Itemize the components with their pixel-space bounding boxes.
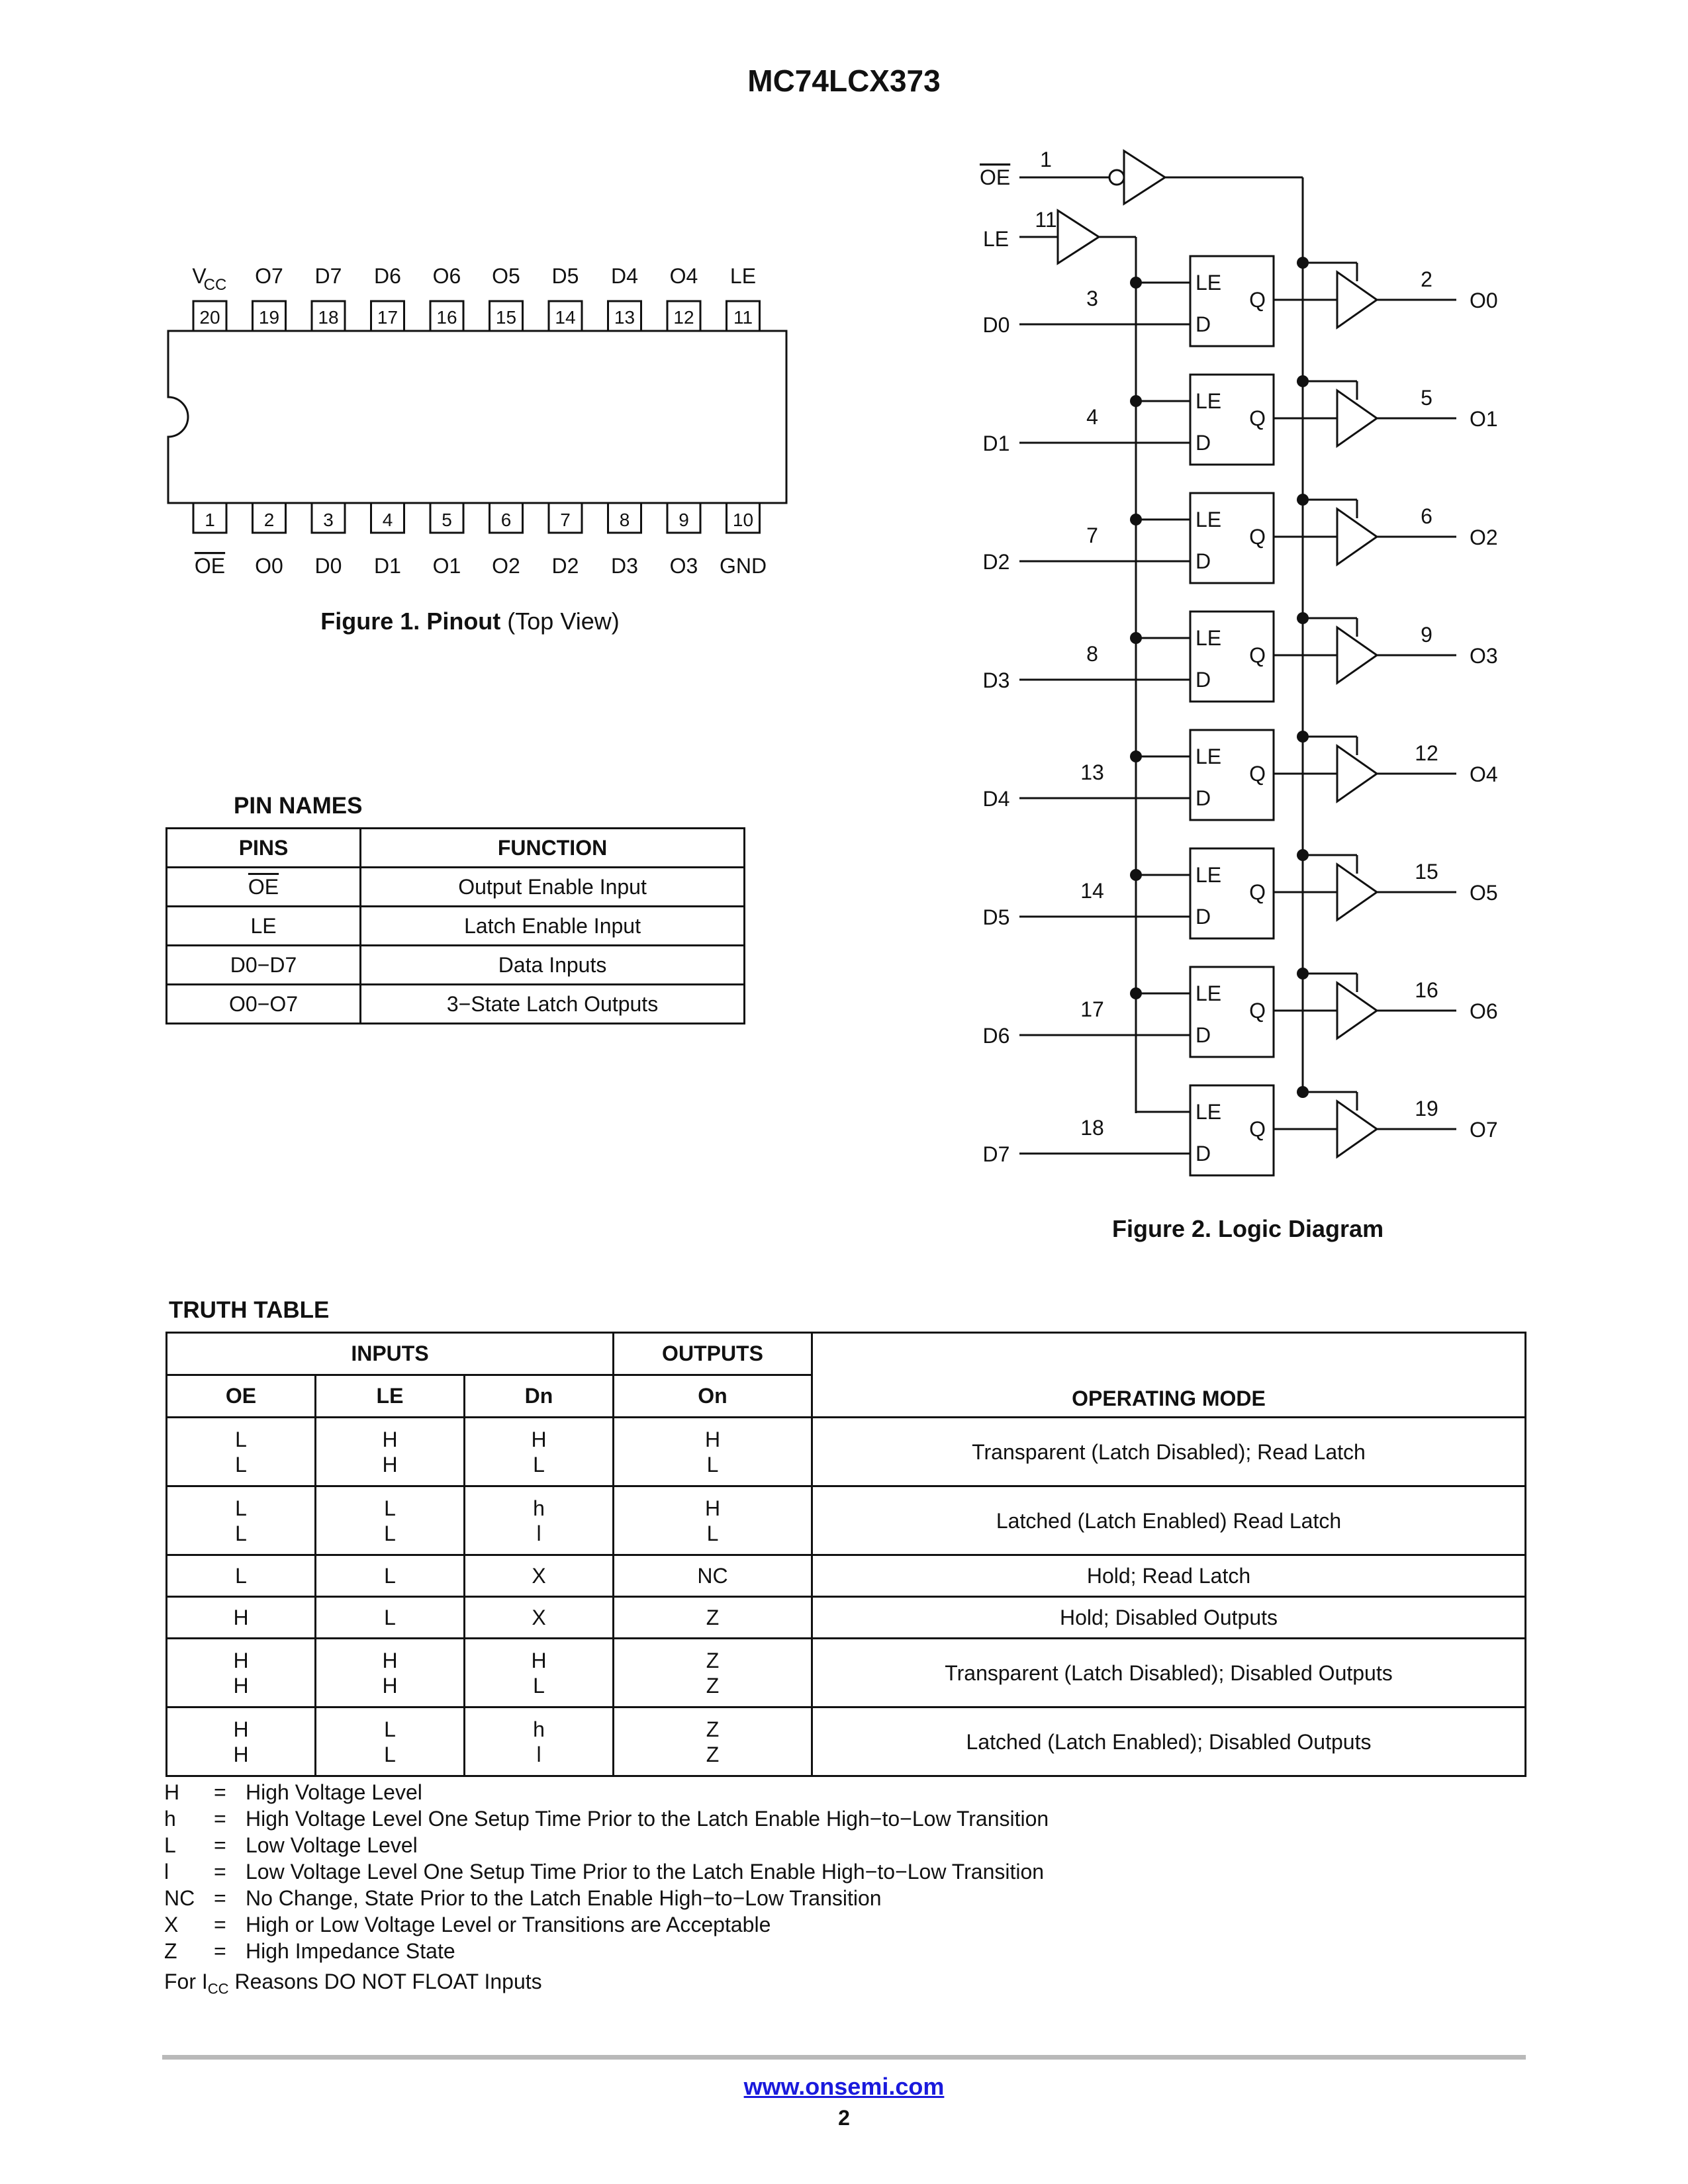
pin-label-bottom: O2 [492, 554, 520, 578]
truth-table-inputs-header: INPUTS [167, 1333, 614, 1375]
legend-text: Low Voltage Level [246, 1833, 418, 1857]
le-pin-number: 11 [1035, 208, 1057, 232]
pin-names-row [167, 868, 745, 907]
truth-cell-oe [167, 1639, 316, 1707]
pin-function-cell: 3−State Latch Outputs [361, 985, 745, 1024]
pin-names-header-row [167, 829, 745, 868]
truth-cell-value: Z [706, 1717, 720, 1741]
truth-cell-value: l [536, 1742, 541, 1766]
oe-junction-dot [1297, 1086, 1309, 1098]
truth-cell-value: L [235, 1496, 247, 1520]
latch-le-label: LE [1196, 745, 1222, 768]
truth-cell-value: H [704, 1496, 721, 1520]
data-output-pin-number: 16 [1415, 978, 1438, 1002]
truth-cell-on [614, 1418, 812, 1486]
data-input-pin-number: 7 [1086, 523, 1098, 547]
oe-junction-dot [1297, 257, 1309, 269]
pin-function-cell: Output Enable Input [361, 868, 745, 907]
pin-label-top: D5 [551, 264, 579, 288]
pin-label-top: D6 [374, 264, 401, 288]
truth-cell-on [614, 1597, 812, 1639]
logic-diagram-caption: Figure 2. Logic Diagram [1112, 1215, 1384, 1242]
truth-table-row [167, 1597, 1526, 1639]
data-input-pin-number: 17 [1080, 997, 1104, 1021]
pin-number-bottom: 6 [500, 510, 512, 530]
latch-le-label: LE [1196, 389, 1222, 413]
oe-pin-number: 1 [1040, 148, 1052, 171]
legend-equals: = [214, 1780, 226, 1804]
pin-number-top: 11 [733, 307, 753, 328]
legend-text: High Impedance State [246, 1939, 455, 1963]
pin-label-top: O6 [432, 264, 461, 288]
truth-cell-value: L [533, 1673, 545, 1698]
pin-label-bottom: O3 [669, 554, 698, 578]
truth-cell-value: Z [706, 1606, 720, 1629]
latch-d-label: D [1196, 1142, 1211, 1165]
latch-d-label: D [1196, 312, 1211, 336]
pin-label-top: O5 [492, 264, 520, 288]
pin-names-header-function: FUNCTION [361, 829, 745, 868]
pin-number-top: 12 [673, 307, 694, 328]
latch-le-label: LE [1196, 981, 1222, 1005]
data-output-label: O0 [1470, 289, 1498, 312]
pin-name-cell: D0−D7 [167, 946, 361, 985]
pin-number-bottom: 5 [442, 510, 452, 530]
pin-label-top: V [192, 264, 207, 288]
data-output-label: O6 [1470, 999, 1498, 1023]
truth-cell-value: H [233, 1717, 249, 1741]
latch-le-label: LE [1196, 508, 1222, 531]
pin-names-header-pins: PINS [167, 829, 361, 868]
truth-cell-value: L [384, 1521, 396, 1545]
pin-names-table [165, 827, 745, 1024]
legend-symbol: h [164, 1807, 176, 1831]
truth-cell-dn [465, 1639, 614, 1707]
pin-label-top: LE [729, 264, 757, 288]
icc-footnote-pre: For I [164, 1970, 208, 1993]
le-junction-dot [1130, 869, 1142, 881]
truth-table-col-oe: OE [167, 1375, 316, 1418]
pin-number-top: 15 [495, 307, 517, 328]
truth-cell-value: NC [697, 1564, 728, 1588]
le-junction-dot [1130, 751, 1142, 762]
truth-cell-value: H [531, 1648, 547, 1672]
truth-cell-le [316, 1639, 465, 1707]
legend-row [164, 1860, 1044, 1884]
truth-cell-value: Z [706, 1742, 720, 1766]
truth-cell-mode: Latched (Latch Enabled) Read Latch [812, 1486, 1526, 1555]
data-output-label: O4 [1470, 762, 1498, 786]
truth-cell-oe [167, 1707, 316, 1776]
latch-q-label: Q [1249, 643, 1266, 667]
oe-junction-dot [1297, 731, 1309, 743]
data-input-label: D2 [982, 550, 1010, 574]
pin-number-bottom: 4 [382, 510, 393, 530]
pin-number-top: 17 [377, 307, 399, 328]
truth-cell-le [316, 1555, 465, 1597]
data-output-pin-number: 12 [1415, 741, 1438, 765]
latch-q-label: Q [1249, 999, 1266, 1023]
truth-table-mode-header [812, 1333, 1526, 1418]
icc-footnote-sub: CC [207, 1980, 229, 1997]
legend-equals: = [214, 1939, 226, 1963]
truth-table [165, 1332, 1526, 1777]
truth-cell-value: L [706, 1452, 719, 1477]
pin-label-bottom: D3 [611, 554, 638, 578]
pin-names-row [167, 946, 745, 985]
truth-cell-value: L [384, 1606, 396, 1629]
truth-cell-on [614, 1486, 812, 1555]
pin-function-cell: Latch Enable Input [361, 907, 745, 946]
legend-row [164, 1780, 422, 1805]
truth-cell-value: H [704, 1427, 721, 1451]
oe-input-label: OE [980, 165, 1011, 189]
truth-cell-value: h [533, 1496, 545, 1520]
latch-q-label: Q [1249, 288, 1266, 312]
data-output-label: O2 [1470, 525, 1498, 549]
latch-q-label: Q [1249, 880, 1266, 904]
data-output-label: O1 [1470, 407, 1498, 431]
data-input-label: D3 [982, 668, 1010, 692]
pin-number-top: 20 [199, 307, 220, 328]
truth-cell-value: L [235, 1564, 247, 1588]
truth-table-heading: TRUTH TABLE [169, 1297, 330, 1323]
data-output-label: O7 [1470, 1118, 1498, 1142]
data-input-pin-number: 3 [1086, 287, 1098, 310]
pin-label-top-subscript: CC [203, 276, 227, 294]
footer-divider [162, 2055, 1526, 2060]
document-title: MC74LCX373 [747, 64, 941, 98]
le-junction-dot [1130, 395, 1142, 407]
legend-text: High or Low Voltage Level or Transitions are Acceptable [246, 1913, 771, 1936]
legend-symbol: l [164, 1860, 169, 1884]
legend-equals: = [214, 1913, 226, 1936]
le-buffer [1058, 210, 1099, 263]
data-input-label: D4 [982, 787, 1010, 811]
le-junction-dot [1130, 632, 1142, 644]
truth-table-row [167, 1707, 1526, 1776]
truth-cell-value: L [384, 1564, 396, 1588]
pin-number-top: 14 [555, 307, 576, 328]
truth-cell-value: H [531, 1427, 547, 1451]
latch-d-label: D [1196, 1023, 1211, 1047]
data-output-pin-number: 6 [1421, 504, 1432, 528]
truth-cell-dn [465, 1597, 614, 1639]
legend-symbol: Z [164, 1939, 177, 1963]
le-junction-dot [1130, 987, 1142, 999]
latch-q-label: Q [1249, 525, 1266, 549]
footer-website-link[interactable]: www.onsemi.com [743, 2073, 945, 2100]
truth-cell-value: X [532, 1564, 546, 1588]
truth-cell-oe [167, 1418, 316, 1486]
pin-label-bottom: O0 [255, 554, 283, 578]
legend-text: High Voltage Level [246, 1780, 422, 1804]
legend-equals: = [214, 1833, 226, 1857]
pin-number-bottom: 2 [263, 510, 275, 530]
data-input-label: D6 [982, 1024, 1010, 1048]
truth-cell-mode: Hold; Disabled Outputs [812, 1597, 1526, 1639]
pin-label-top: D7 [314, 264, 342, 288]
truth-cell-le [316, 1486, 465, 1555]
truth-cell-mode: Hold; Read Latch [812, 1555, 1526, 1597]
truth-cell-le [316, 1597, 465, 1639]
oe-junction-dot [1297, 968, 1309, 979]
le-junction-dot [1130, 514, 1142, 525]
truth-cell-value: H [382, 1648, 398, 1672]
truth-cell-value: Z [706, 1673, 720, 1698]
truth-table-row [167, 1486, 1526, 1555]
data-output-pin-number: 2 [1421, 267, 1432, 291]
pin-number-bottom: 9 [679, 510, 689, 530]
oe-junction-dot [1297, 612, 1309, 624]
truth-cell-value: L [235, 1521, 247, 1545]
legend-row [164, 1833, 418, 1858]
truth-cell-value: H [233, 1606, 249, 1629]
pin-label-bottom: D2 [551, 554, 579, 578]
truth-cell-dn [465, 1486, 614, 1555]
truth-cell-value: L [384, 1717, 396, 1741]
truth-cell-value: H [233, 1673, 249, 1698]
pin-number-bottom: 7 [560, 510, 571, 530]
le-junction-dot [1130, 277, 1142, 289]
pin-label-bottom: D1 [374, 554, 401, 578]
le-input-label: LE [983, 227, 1009, 251]
truth-table-row [167, 1418, 1526, 1486]
truth-cell-value: H [382, 1427, 398, 1451]
legend-symbol: L [164, 1833, 176, 1857]
truth-cell-le [316, 1707, 465, 1776]
truth-table-row [167, 1639, 1526, 1707]
pin-name-cell: LE [167, 907, 361, 946]
legend-equals: = [214, 1886, 226, 1910]
truth-cell-dn [465, 1707, 614, 1776]
oe-junction-dot [1297, 849, 1309, 861]
oe-buffer [1124, 151, 1165, 204]
truth-cell-value: H [382, 1452, 398, 1477]
truth-cell-value: L [533, 1452, 545, 1477]
oe-inverter-bubble [1109, 170, 1124, 185]
pin-label-bottom: GND [719, 554, 767, 578]
data-output-pin-number: 19 [1415, 1097, 1438, 1120]
data-input-label: D1 [982, 432, 1010, 455]
truth-cell-value: Z [706, 1648, 720, 1672]
pin-function-cell: Data Inputs [361, 946, 745, 985]
pin-label-bottom: O1 [432, 554, 461, 578]
pin-number-bottom: 10 [732, 510, 754, 530]
latch-d-label: D [1196, 431, 1211, 455]
legend-text: No Change, State Prior to the Latch Enable High−to−Low Transition [246, 1886, 882, 1910]
data-input-label: D5 [982, 905, 1010, 929]
truth-table-col-on: On [614, 1375, 812, 1418]
pin-number-bottom: 3 [323, 510, 334, 530]
legend-text: Low Voltage Level One Setup Time Prior to the Latch Enable High−to−Low Transition [246, 1860, 1045, 1884]
truth-cell-le [316, 1418, 465, 1486]
pinout-caption-bold: Figure 1. Pinout [320, 608, 501, 635]
truth-table-body [167, 1418, 1526, 1776]
latch-le-label: LE [1196, 1100, 1222, 1124]
ic-package-body [168, 331, 786, 503]
latch-d-label: D [1196, 668, 1211, 692]
pin-number-top: 16 [436, 307, 457, 328]
legend-symbol: H [164, 1780, 180, 1804]
icc-footnote [164, 1970, 542, 1997]
truth-cell-value: H [382, 1673, 398, 1698]
legend-row [164, 1886, 882, 1911]
pin-label-top: O7 [255, 264, 283, 288]
truth-cell-oe [167, 1555, 316, 1597]
data-input-pin-number: 14 [1080, 879, 1104, 903]
truth-table-row [167, 1555, 1526, 1597]
truth-cell-mode: Latched (Latch Enabled); Disabled Outputs [812, 1707, 1526, 1776]
truth-cell-value: X [532, 1606, 546, 1629]
truth-table-outputs-header: OUTPUTS [614, 1333, 812, 1375]
pinout-caption-rest: (Top View) [500, 608, 620, 635]
pin-number-top: 19 [258, 307, 280, 328]
truth-cell-value: L [384, 1496, 396, 1520]
latch-le-label: LE [1196, 271, 1222, 295]
truth-cell-mode: Transparent (Latch Disabled); Disabled Outputs [812, 1639, 1526, 1707]
truth-table-group-row [167, 1333, 1526, 1375]
pin-number-top: 13 [614, 307, 635, 328]
latch-le-label: LE [1196, 863, 1222, 887]
latch-d-label: D [1196, 905, 1211, 929]
latch-q-label: Q [1249, 762, 1266, 786]
pin-names-row [167, 907, 745, 946]
legend-row [164, 1807, 1049, 1831]
legend-symbol: X [164, 1913, 179, 1936]
latch-d-label: D [1196, 786, 1211, 810]
truth-cell-on [614, 1555, 812, 1597]
data-output-pin-number: 9 [1421, 623, 1432, 647]
page-number: 2 [838, 2106, 850, 2130]
pin-number-bottom: 1 [205, 510, 215, 530]
truth-table-mode-header-label: OPERATING MODE [1072, 1387, 1266, 1410]
data-input-pin-number: 18 [1080, 1116, 1104, 1140]
legend-symbol: NC [164, 1886, 195, 1910]
data-output-label: O3 [1470, 644, 1498, 668]
truth-cell-value: L [384, 1742, 396, 1766]
data-input-label: D0 [982, 313, 1010, 337]
truth-cell-value: L [706, 1521, 719, 1545]
latch-le-label: LE [1196, 626, 1222, 650]
pin-name-cell: $\overline{OE}$ [167, 868, 361, 907]
data-input-pin-number: 4 [1086, 405, 1098, 429]
truth-cell-value: h [533, 1717, 545, 1741]
data-input-label: D7 [982, 1142, 1010, 1166]
legend-row [164, 1939, 455, 1964]
pin-number-bottom: 8 [619, 510, 630, 530]
pin-number-top: 18 [318, 307, 339, 328]
truth-cell-value: L [235, 1452, 247, 1477]
data-output-label: O5 [1470, 881, 1498, 905]
truth-cell-on [614, 1639, 812, 1707]
truth-cell-mode: Transparent (Latch Disabled); Read Latch [812, 1418, 1526, 1486]
legend-row [164, 1913, 771, 1937]
oe-junction-dot [1297, 375, 1309, 387]
truth-cell-value: H [233, 1742, 249, 1766]
truth-cell-value: L [235, 1427, 247, 1451]
pin-names-body [167, 868, 745, 1024]
truth-cell-value: H [233, 1648, 249, 1672]
truth-cell-on [614, 1707, 812, 1776]
data-input-pin-number: 8 [1086, 642, 1098, 666]
truth-cell-dn [465, 1418, 614, 1486]
truth-table-col-dn: Dn [465, 1375, 614, 1418]
pin-names-row [167, 985, 745, 1024]
legend-text: High Voltage Level One Setup Time Prior to the Latch Enable High−to−Low Transition [246, 1807, 1049, 1831]
truth-cell-oe [167, 1597, 316, 1639]
latch-q-label: Q [1249, 1117, 1266, 1141]
truth-cell-value: l [536, 1521, 541, 1545]
latch-q-label: Q [1249, 406, 1266, 430]
icc-footnote-post: Reasons DO NOT FLOAT Inputs [228, 1970, 542, 1993]
latch-d-label: D [1196, 549, 1211, 573]
truth-cell-oe [167, 1486, 316, 1555]
oe-junction-dot [1297, 494, 1309, 506]
legend-equals: = [214, 1807, 226, 1831]
pin-name-cell: O0−O7 [167, 985, 361, 1024]
truth-table-col-le: LE [316, 1375, 465, 1418]
truth-cell-dn [465, 1555, 614, 1597]
pin-names-heading: PIN NAMES [234, 793, 363, 819]
pin-label-bottom: D0 [314, 554, 342, 578]
legend-equals: = [214, 1860, 226, 1884]
data-output-pin-number: 5 [1421, 386, 1432, 410]
pin-label-top: O4 [669, 264, 698, 288]
pin-label-top: D4 [611, 264, 638, 288]
data-input-pin-number: 13 [1080, 760, 1104, 784]
pinout-caption [0, 608, 940, 635]
data-output-pin-number: 15 [1415, 860, 1438, 884]
pin-label-bottom: OE [194, 554, 226, 578]
